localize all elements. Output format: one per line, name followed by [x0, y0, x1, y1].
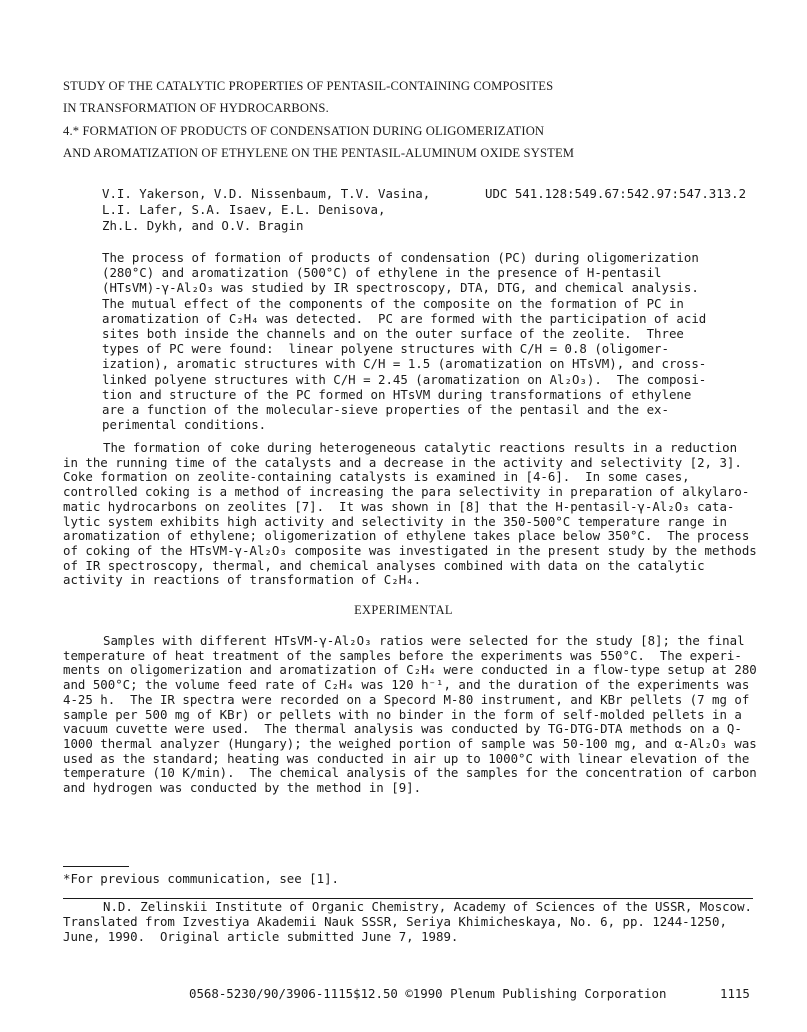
paragraph-line: in the running time of the catalysts and a decrease in the activity and selectivity [2, 3]. [63, 454, 742, 470]
affiliation-line: N.D. Zelinskii Institute of Organic Chemistry, Academy of Sciences of the USSR, Moscow. [103, 899, 753, 914]
paragraph-line: Coke formation on zeolite-containing catalysts is examined in [4-6]. In some cases, [63, 469, 690, 485]
abstract-line: The process of formation of products of condensation (PC) during oligomerization [102, 250, 699, 265]
affiliation-block [63, 899, 753, 945]
footnote-divider [63, 866, 129, 867]
abstract [102, 250, 722, 432]
abstract-line: aromatization of C₂H₄ was detected. PC are formed with the participation of acid [102, 310, 707, 326]
title-line: STUDY OF THE CATALYTIC PROPERTIES OF PENTASIL-CONTAINING COMPOSITES [63, 79, 554, 93]
paragraph-line: temperature of heat treatment of the samples before the experiments was 550°C. The experi- [63, 647, 742, 663]
abstract-line: are a function of the molecular-sieve properties of the pentasil and the ex- [102, 402, 669, 418]
paragraph-line: The formation of coke during heterogeneous catalytic reactions results in a reduction [103, 440, 738, 455]
paragraph-line: Samples with different HTsVM-γ-Al₂O₃ ratios were selected for the study [8]; the final [103, 633, 745, 648]
article-title [63, 75, 753, 164]
paragraph-line: lytic system exhibits high activity and selectivity in the 350-500°C temperature range in [63, 513, 727, 529]
paragraph-line: matic hydrocarbons on zeolites [7]. It was shown in [8] that the H-pentasil-γ-Al₂O₃ cata- [63, 498, 735, 514]
abstract-line: ization), aromatic structures with C/H = 1.5 (aromatization on HTsVM), and cross- [102, 356, 707, 372]
paragraph-line: and 500°C; the volume feed rate of C₂H₄ was 120 h⁻¹, and the duration of the experiments was [63, 677, 750, 693]
abstract-line: sites both inside the channels and on the outer surface of the zeolite. Three [102, 326, 684, 342]
paragraph-line: aromatization of ethylene; oligomerization of ethylene takes place below 350°C. The process [63, 528, 750, 544]
paragraph-line: of IR spectroscopy, thermal, and chemical analyses combined with data on the catalytic [63, 557, 705, 573]
footnote: *For previous communication, see [1]. [63, 871, 340, 886]
udc-code: UDC 541.128:549.67:542.97:547.313.2 [485, 186, 747, 201]
title-line: 4.* FORMATION OF PRODUCTS OF CONDENSATION DURING OLIGOMERIZATION [63, 123, 545, 138]
experimental-paragraph [63, 633, 757, 796]
paragraph-line: activity in reactions of transformation of C₂H₄. [63, 572, 422, 588]
paragraph-line: controlled coking is a method of increasing the para selectivity in preparation of alkylaro- [63, 484, 750, 500]
title-line: IN TRANSFORMATION OF HYDROCARBONS. [63, 101, 329, 116]
intro-paragraph [63, 440, 757, 588]
author-line: Zh.L. Dykh, and O.V. Bragin [102, 217, 304, 233]
abstract-line: (HTsVM)-γ-Al₂O₃ was studied by IR spectroscopy, DTA, DTG, and chemical analysis. [102, 280, 699, 296]
affiliation-line: Translated from Izvestiya Akademii Nauk SSSR, Seriya Khimicheskaya, No. 6, pp. 1244-1250, [63, 914, 727, 930]
section-heading: EXPERIMENTAL [354, 603, 453, 617]
author-line: L.I. Lafer, S.A. Isaev, E.L. Denisova, [102, 201, 386, 217]
title-line: AND AROMATIZATION OF ETHYLENE ON THE PENTASIL-ALUMINUM OXIDE SYSTEM [63, 145, 575, 160]
paragraph-line: 4-25 h. The IR spectra were recorded on a Specord M-80 instrument, and KBr pellets (7 mg of [63, 691, 750, 707]
abstract-line: tion and structure of the PC formed on HTsVM during transformations of ethylene [102, 386, 692, 402]
paragraph-line: sample per 500 mg of KBr) or pellets with no binder in the form of self-molded pellets in a [63, 706, 742, 722]
paragraph-line: ments on oligomerization and aromatization of C₂H₄ were conducted in a flow-type setup at 280 [63, 662, 757, 678]
abstract-line: The mutual effect of the components of the composite on the formation of PC in [102, 295, 684, 311]
affiliation-line: June, 1990. Original article submitted June 7, 1989. [63, 929, 459, 945]
abstract-line: perimental conditions. [102, 417, 267, 433]
paragraph-line: used as the standard; heating was conducted in air up to 1000°C with linear elevation of the [63, 750, 750, 766]
paragraph-line: of coking of the HTsVM-γ-Al₂O₃ composite was investigated in the present study by the methods [63, 542, 757, 558]
page-number: 1115 [720, 986, 750, 1001]
abstract-line: types of PC were found: linear polyene structures with C/H = 0.8 (oligomer- [102, 341, 669, 357]
author-line: V.I. Yakerson, V.D. Nissenbaum, T.V. Vasina, [102, 186, 431, 201]
paragraph-line: 1000 thermal analyzer (Hungary); the weighed portion of sample was 50-100 mg, and α-Al₂O₃ was [63, 735, 757, 751]
abstract-line: (280°C) and aromatization (500°C) of ethylene in the presence of H-pentasil [102, 265, 662, 281]
author-list [102, 186, 462, 233]
abstract-line: linked polyene structures with C/H = 2.45 (aromatization on Al₂O₃). The composi- [102, 371, 707, 387]
paragraph-line: and hydrogen was conducted by the method in [9]. [63, 780, 422, 796]
paragraph-line: vacuum cuvette were used. The thermal analysis was conducted by TG-DTG-DTA methods on a Q- [63, 721, 742, 737]
paragraph-line: temperature (10 K/min). The chemical analysis of the samples for the concentration of carbon [63, 765, 757, 781]
copyright-line: 0568-5230/90/3906-1115$12.50 ©1990 Plenum Publishing Corporation [189, 986, 667, 1001]
